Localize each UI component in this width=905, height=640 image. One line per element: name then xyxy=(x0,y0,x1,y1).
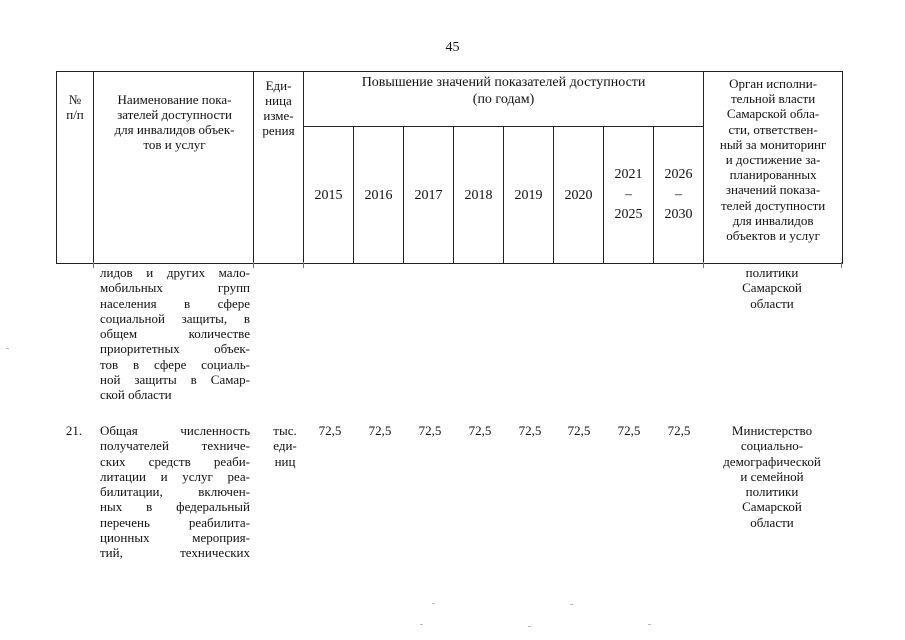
continued-org-name xyxy=(702,265,842,311)
value-2017: 72,5 xyxy=(418,423,442,438)
column-divider xyxy=(93,262,94,268)
text-line: Министерство xyxy=(731,423,813,438)
text-line: ниц xyxy=(274,453,296,469)
header-year-2020: 2020 xyxy=(554,127,604,264)
text-line: приоритетных объек- xyxy=(100,341,250,357)
text-line: билитации, включен- xyxy=(100,484,250,500)
text-line: тов в сфере социаль- xyxy=(100,356,250,372)
row-number: 21. xyxy=(65,423,83,438)
text-line: социально- xyxy=(740,438,804,454)
text-line: Самарской xyxy=(742,280,802,296)
scan-speck xyxy=(6,348,9,349)
header-org-line: сти, ответствен- xyxy=(728,121,818,137)
page-number: 45 xyxy=(445,40,460,55)
header-org-line: планированных xyxy=(729,167,817,183)
text-line: ных в федеральный xyxy=(100,499,250,515)
indicator-name xyxy=(100,423,250,561)
range-end: 2025 xyxy=(614,207,643,222)
header-org-line: телей доступности xyxy=(720,197,826,213)
text-line: тий, технических xyxy=(100,545,250,561)
value-2021-2025: 72,5 xyxy=(617,423,641,438)
header-unit-line: Еди- xyxy=(265,78,292,93)
range-start: 2026 xyxy=(664,167,693,182)
text-line: получателей техниче- xyxy=(100,438,250,454)
header-year-2019: 2019 xyxy=(504,127,554,264)
text-line: общем количестве xyxy=(100,326,250,342)
unit-of-measure xyxy=(262,423,308,469)
scan-speck xyxy=(648,624,651,625)
header-name-line: для инвалидов объек- xyxy=(114,122,235,137)
header-org-line: объектов и услуг xyxy=(726,228,820,244)
column-divider xyxy=(253,262,254,268)
scan-speck xyxy=(420,624,423,625)
header-year-2017: 2017 xyxy=(404,127,454,264)
scan-speck xyxy=(528,626,531,627)
text-line: тыс. xyxy=(273,423,297,438)
header-unit-cell xyxy=(254,72,304,264)
text-line: еди- xyxy=(273,438,297,454)
text-line: мобильных групп xyxy=(100,280,250,296)
header-year-2018: 2018 xyxy=(454,127,504,264)
header-unit-line: ница xyxy=(265,93,292,108)
text-line: области xyxy=(750,514,794,530)
text-line: области xyxy=(750,295,794,311)
header-org-line: Орган исполни- xyxy=(729,76,818,91)
header-year-2015: 2015 xyxy=(304,127,354,264)
text-line: ской области xyxy=(100,387,172,403)
header-number-cell xyxy=(57,72,94,264)
header-org-line: ный за мониторинг xyxy=(719,136,827,152)
range-dash: – xyxy=(625,187,632,202)
range-end: 2030 xyxy=(664,207,693,222)
table-header xyxy=(56,71,843,264)
header-year-range-2026-2030 xyxy=(654,127,704,264)
text-line: Общая численность xyxy=(100,423,250,438)
text-line: лидов и других мало- xyxy=(100,265,250,280)
header-org-line: значений показа- xyxy=(725,182,821,198)
header-group-line: (по годам) xyxy=(472,92,535,107)
range-start: 2021 xyxy=(614,167,643,182)
value-2016: 72,5 xyxy=(368,423,392,438)
column-divider xyxy=(303,262,304,268)
header-name-cell xyxy=(94,72,254,264)
header-name-line: Наименование пока- xyxy=(117,92,232,107)
header-number-line: № xyxy=(68,92,82,107)
value-2019: 72,5 xyxy=(518,423,542,438)
header-group-line: Повышение значений показателей доступности xyxy=(361,75,646,90)
header-name-line: зателей доступности xyxy=(117,107,232,122)
header-unit-line: изме- xyxy=(263,108,294,123)
header-org-line: и достижение за- xyxy=(725,152,821,168)
text-line: литации и услуг реа- xyxy=(100,468,250,484)
range-dash: – xyxy=(675,187,683,202)
value-2018: 72,5 xyxy=(468,423,492,438)
header-unit-line: рения xyxy=(262,123,295,138)
text-line: населения в сфере xyxy=(100,295,250,311)
header-number-line: п/п xyxy=(66,107,84,122)
header-org-cell xyxy=(704,72,843,264)
text-line: Самарской xyxy=(742,499,802,515)
value-2026-2030: 72,5 xyxy=(667,423,691,438)
scan-speck xyxy=(432,603,435,604)
text-line: ских средств реаби- xyxy=(100,453,250,469)
header-org-line: для инвалидов xyxy=(732,212,814,228)
header-group-cell xyxy=(304,72,704,127)
header-year-2016: 2016 xyxy=(354,127,404,264)
header-org-line: Самарской обла- xyxy=(726,106,820,122)
text-line: политики xyxy=(745,265,799,280)
text-line: ной защиты в Самар- xyxy=(100,372,250,388)
header-year-range-2021-2025 xyxy=(604,127,654,264)
scan-speck xyxy=(570,604,573,605)
text-line: ционных мероприя- xyxy=(100,530,250,546)
header-name-line: тов и услуг xyxy=(143,137,206,152)
text-line: социальной защиты, в xyxy=(100,310,250,326)
value-2020: 72,5 xyxy=(567,423,591,438)
text-line: демографической xyxy=(723,453,821,469)
text-line: политики xyxy=(745,484,799,500)
responsible-org xyxy=(702,423,842,530)
text-line: и семейной xyxy=(740,468,804,484)
value-2015: 72,5 xyxy=(318,423,342,438)
header-org-line: тельной власти xyxy=(731,91,816,107)
continued-indicator-name xyxy=(100,265,250,403)
text-line: перечень реабилита- xyxy=(100,514,250,530)
